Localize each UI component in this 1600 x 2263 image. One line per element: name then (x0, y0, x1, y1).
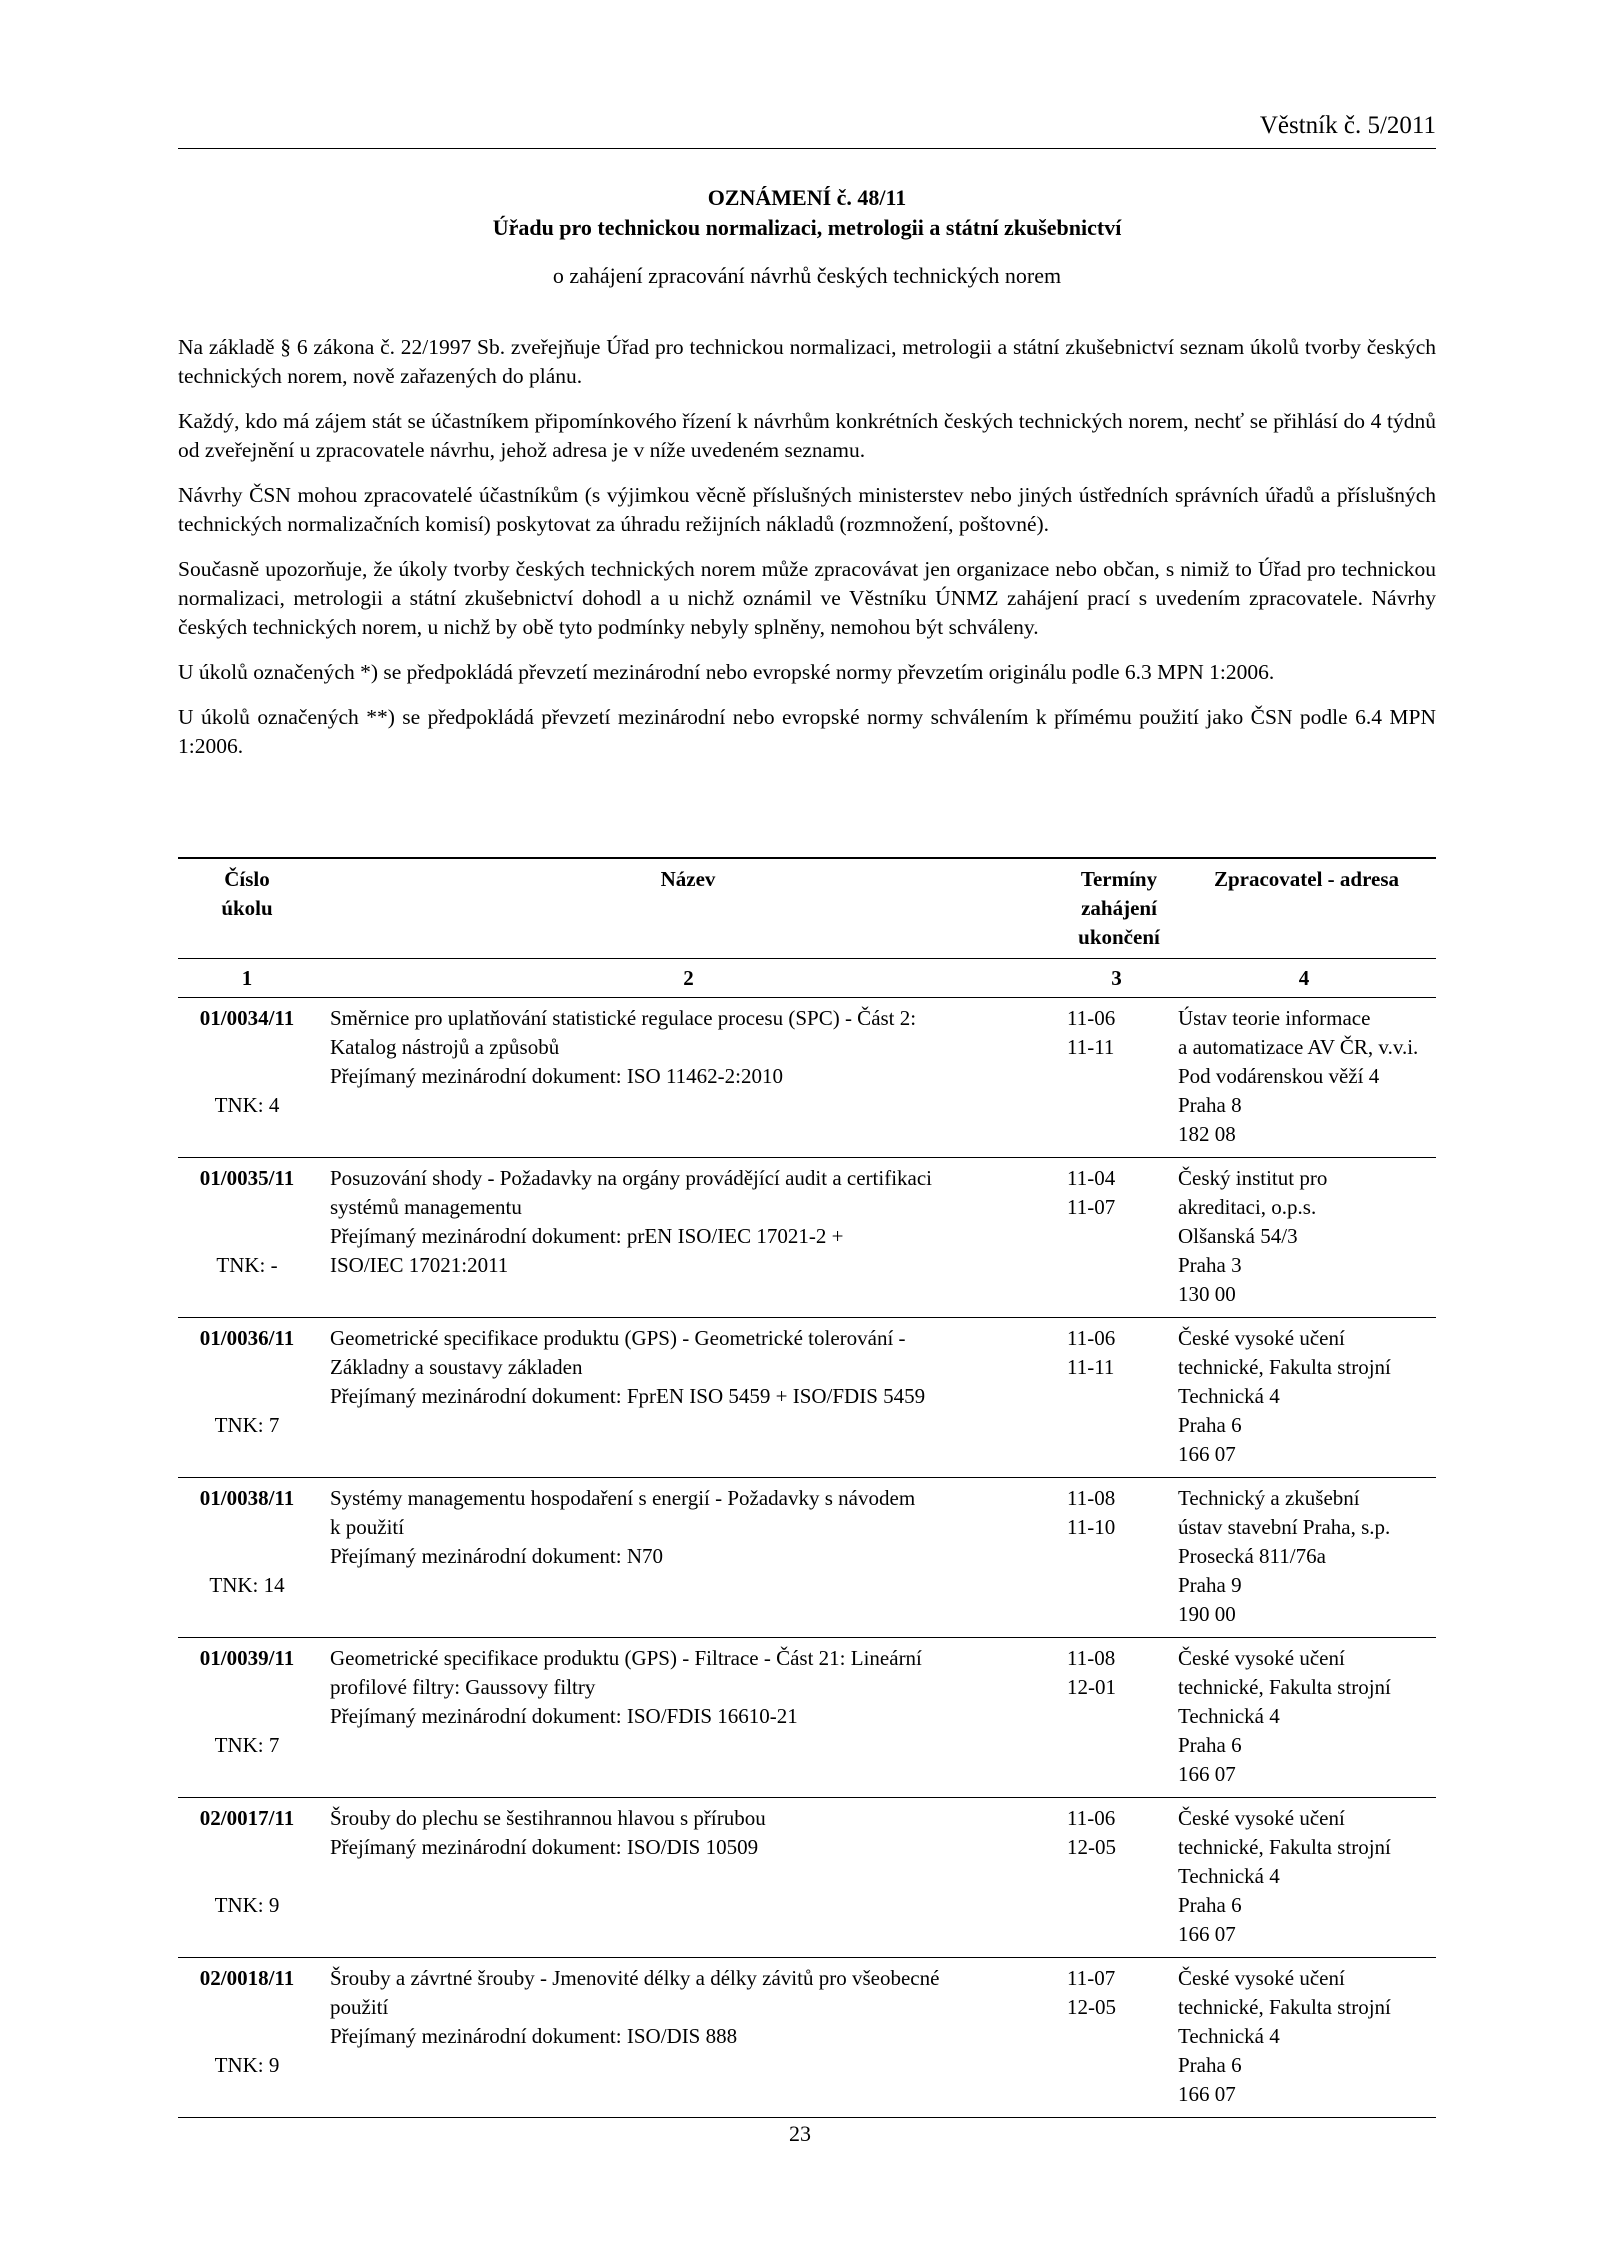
table-row (178, 1638, 1436, 1798)
task-id: 01/0039/11 (199, 1646, 295, 1670)
task-name-line: Geometrické specifikace produktu (GPS) - Geometrické tolerování - (330, 1326, 906, 1350)
start-date: 11-06 (1067, 1326, 1116, 1350)
column-number: 3 (1061, 959, 1172, 998)
task-name-cell (316, 1478, 1061, 1638)
task-name-cell (316, 998, 1061, 1158)
task-name-line: Posuzování shody - Požadavky na orgány provádějící audit a certifikaci (330, 1166, 933, 1190)
task-number-cell (178, 1318, 316, 1478)
paragraph: U úkolů označených **) se předpokládá převzetí mezinárodní nebo evropské normy schválením k přímému použití jako ČSN podle 6.4 MPN 1:2006. (178, 705, 1436, 758)
task-dates-cell (1061, 1798, 1172, 1958)
processor-address-line: Praha 8 (1178, 1093, 1242, 1117)
processor-address-line: Praha 9 (1178, 1573, 1242, 1597)
processor-address-line: Praha 6 (1178, 1413, 1242, 1437)
paragraph: U úkolů označených *) se předpokládá převzetí mezinárodní nebo evropské normy převzetím originálu podle 6.3 MPN 1:2006. (178, 660, 1275, 684)
task-number-cell (178, 1798, 316, 1958)
task-dates-cell (1061, 1318, 1172, 1478)
paragraph: Na základě § 6 zákona č. 22/1997 Sb. zveřejňuje Úřad pro technickou normalizaci, metrologii a státní zkušebnictví seznam úkolů tvorby českých technických norem, nově zařazených do plánu. (178, 335, 1436, 388)
task-name-cell (316, 1798, 1061, 1958)
processor-address-line: Praha 6 (1178, 1733, 1242, 1757)
task-name-line: Katalog nástrojů a způsobů (330, 1035, 560, 1059)
processor-address-line: Olšanská 54/3 (1178, 1224, 1298, 1248)
task-id: 02/0018/11 (199, 1966, 295, 1990)
table-row (178, 1478, 1436, 1638)
task-name-cell (316, 1318, 1061, 1478)
header-processor: Zpracovatel - adresa (1172, 858, 1436, 959)
start-date: 11-08 (1067, 1646, 1116, 1670)
processor-address-line: 130 00 (1178, 1282, 1236, 1306)
task-dates-cell (1061, 1478, 1172, 1638)
table-row (178, 998, 1436, 1158)
processor-address-line: 166 07 (1178, 1762, 1236, 1786)
column-number: 1 (178, 959, 316, 998)
page-header (178, 108, 1436, 149)
end-date: 11-11 (1067, 1355, 1115, 1379)
task-name-line: Směrnice pro uplatňování statistické regulace procesu (SPC) - Část 2: (330, 1006, 917, 1030)
processor-address-line: 166 07 (1178, 1922, 1236, 1946)
task-name-line: Systémy managementu hospodaření s energií - Požadavky s návodem (330, 1486, 916, 1510)
issuing-office: Úřadu pro technickou normalizaci, metrologii a státní zkušebnictví (492, 215, 1122, 240)
task-number-cell (178, 1478, 316, 1638)
start-date: 11-06 (1067, 1006, 1116, 1030)
task-dates-cell (1061, 998, 1172, 1158)
processor-address-line: 190 00 (1178, 1602, 1236, 1626)
processor-address-line: České vysoké učení (1178, 1806, 1345, 1830)
task-id: 01/0034/11 (199, 1006, 295, 1030)
processor-address-line: Praha 6 (1178, 2053, 1242, 2077)
task-name-line: použití (330, 1995, 389, 2019)
task-name-line: ISO/IEC 17021:2011 (330, 1253, 509, 1277)
processor-address-line: Český institut pro (1178, 1166, 1328, 1190)
processor-address-line: České vysoké učení (1178, 1966, 1345, 1990)
task-dates-cell (1061, 1158, 1172, 1318)
start-date: 11-07 (1067, 1966, 1116, 1990)
processor-cell (1172, 1798, 1436, 1958)
processor-address-line: technické, Fakulta strojní (1178, 1995, 1391, 2019)
task-name-line: Přejímaný mezinárodní dokument: ISO/DIS 10509 (330, 1835, 759, 1859)
tnk-committee: TNK: 9 (214, 2053, 280, 2077)
table-row (178, 1158, 1436, 1318)
end-date: 12-01 (1067, 1675, 1116, 1699)
paragraph: Současně upozorňuje, že úkoly tvorby českých technických norem může zpracovávat jen organizace nebo občan, s nimiž to Úřad pro technickou normalizaci, metrologii a státní zkušebnictví dohodl a u nichž oznámil ve Věstníku ÚNMZ zahájení prací s uvedením zpracovatele. Návrhy českých technických norem, u nichž by obě tyto podmínky nebyly splněny, nemohou být schváleny. (178, 557, 1436, 639)
task-number-cell (178, 998, 316, 1158)
processor-address-line: akreditaci, o.p.s. (1178, 1195, 1317, 1219)
tnk-committee: TNK: 7 (214, 1413, 280, 1437)
task-name-line: Přejímaný mezinárodní dokument: prEN ISO/IEC 17021-2 + (330, 1224, 844, 1248)
task-id: 01/0036/11 (199, 1326, 295, 1350)
task-number-cell (178, 1158, 316, 1318)
announcement-title (178, 183, 1436, 291)
processor-address-line: Technická 4 (1178, 1864, 1280, 1888)
header-dates: Termíny zahájení ukončení (1061, 858, 1172, 959)
start-date: 11-08 (1067, 1486, 1116, 1510)
task-number-cell (178, 1958, 316, 2118)
processor-address-line: Technická 4 (1178, 1704, 1280, 1728)
task-id: 02/0017/11 (199, 1806, 295, 1830)
task-name-line: Přejímaný mezinárodní dokument: FprEN ISO 5459 + ISO/FDIS 5459 (330, 1384, 926, 1408)
announcement-number: OZNÁMENÍ č. 48/11 (707, 185, 907, 210)
tnk-committee: TNK: - (216, 1253, 278, 1277)
processor-address-line: Pod vodárenskou věží 4 (1178, 1064, 1380, 1088)
table-row (178, 1318, 1436, 1478)
task-name-cell (316, 1638, 1061, 1798)
processor-cell (1172, 1958, 1436, 2118)
processor-cell (1172, 1158, 1436, 1318)
task-name-line: Šrouby a závrtné šrouby - Jmenovité délky a délky závitů pro všeobecné (330, 1966, 940, 1990)
processor-address-line: technické, Fakulta strojní (1178, 1355, 1391, 1379)
column-number: 4 (1172, 959, 1436, 998)
processor-address-line: České vysoké učení (1178, 1646, 1345, 1670)
task-name-line: Přejímaný mezinárodní dokument: N70 (330, 1544, 664, 1568)
processor-address-line: Technická 4 (1178, 2024, 1280, 2048)
processor-cell (1172, 1318, 1436, 1478)
column-number-row (178, 959, 1436, 998)
end-date: 11-07 (1067, 1195, 1116, 1219)
processor-address-line: 166 07 (1178, 1442, 1236, 1466)
processor-address-line: Praha 3 (1178, 1253, 1242, 1277)
processor-cell (1172, 1478, 1436, 1638)
processor-address-line: ústav stavební Praha, s.p. (1178, 1515, 1391, 1539)
tnk-committee: TNK: 9 (214, 1893, 280, 1917)
task-id: 01/0038/11 (199, 1486, 295, 1510)
column-number: 2 (316, 959, 1061, 998)
task-name-line: Přejímaný mezinárodní dokument: ISO/FDIS 16610-21 (330, 1704, 798, 1728)
processor-address-line: Technický a zkušební (1178, 1486, 1360, 1510)
paragraph: Každý, kdo má zájem stát se účastníkem připomínkového řízení k návrhům konkrétních českých technických norem, nechť se přihlásí do 4 týdnů od zveřejnění u zpracovatele návrhu, jehož adresa je v níže uvedeném seznamu. (178, 409, 1436, 462)
processor-cell (1172, 998, 1436, 1158)
tnk-committee: TNK: 7 (214, 1733, 280, 1757)
task-name-line: Základny a soustavy základen (330, 1355, 583, 1379)
processor-address-line: technické, Fakulta strojní (1178, 1835, 1391, 1859)
end-date: 11-10 (1067, 1515, 1116, 1539)
end-date: 12-05 (1067, 1835, 1116, 1859)
processor-address-line: Technická 4 (1178, 1384, 1280, 1408)
task-name-cell (316, 1158, 1061, 1318)
announcement-subject: o zahájení zpracování návrhů českých technických norem (552, 263, 1062, 288)
task-name-line: k použití (330, 1515, 405, 1539)
processor-address-line: Prosecká 811/76a (1178, 1544, 1326, 1568)
header-name: Název (316, 858, 1061, 959)
start-date: 11-06 (1067, 1806, 1116, 1830)
task-number-cell (178, 1638, 316, 1798)
header-task-number: Číslo úkolu (178, 858, 316, 959)
task-name-line: systémů managementu (330, 1195, 522, 1219)
task-dates-cell (1061, 1638, 1172, 1798)
task-name-line: Šrouby do plechu se šestihrannou hlavou s přírubou (330, 1806, 766, 1830)
tnk-committee: TNK: 14 (209, 1573, 285, 1597)
processor-address-line: technické, Fakulta strojní (1178, 1675, 1391, 1699)
table-row (178, 1958, 1436, 2118)
task-name-line: profilové filtry: Gaussovy filtry (330, 1675, 596, 1699)
intro-text (178, 333, 1436, 777)
task-name-line: Geometrické specifikace produktu (GPS) - Filtrace - Část 21: Lineární (330, 1646, 922, 1670)
end-date: 12-05 (1067, 1995, 1116, 2019)
processor-address-line: Praha 6 (1178, 1893, 1242, 1917)
task-id: 01/0035/11 (199, 1166, 295, 1190)
paragraph: Návrhy ČSN mohou zpracovatelé účastníkům (s výjimkou věcně příslušných ministerstev nebo jiných ústředních správních úřadů a příslušných technických normalizačních komisí) poskytovat za úhradu režijních nákladů (rozmnožení, poštovné). (178, 483, 1436, 536)
end-date: 11-11 (1067, 1035, 1115, 1059)
bulletin-issue: Věstník č. 5/2011 (1259, 112, 1436, 139)
processor-address-line: České vysoké učení (1178, 1326, 1345, 1350)
page-number: 23 (789, 2121, 811, 2146)
processor-address-line: a automatizace AV ČR, v.v.i. (1178, 1035, 1419, 1059)
processor-cell (1172, 1638, 1436, 1798)
start-date: 11-04 (1067, 1166, 1116, 1190)
processor-address-line: 166 07 (1178, 2082, 1236, 2106)
tnk-committee: TNK: 4 (214, 1093, 280, 1117)
task-name-line: Přejímaný mezinárodní dokument: ISO 11462-2:2010 (330, 1064, 783, 1088)
processor-address-line: Ústav teorie informace (1178, 1006, 1371, 1030)
task-name-line: Přejímaný mezinárodní dokument: ISO/DIS 888 (330, 2024, 738, 2048)
task-dates-cell (1061, 1958, 1172, 2118)
processor-address-line: 182 08 (1178, 1122, 1236, 1146)
table-header-row (178, 858, 1436, 959)
table-row (178, 1798, 1436, 1958)
task-table (178, 857, 1436, 2118)
task-name-cell (316, 1958, 1061, 2118)
